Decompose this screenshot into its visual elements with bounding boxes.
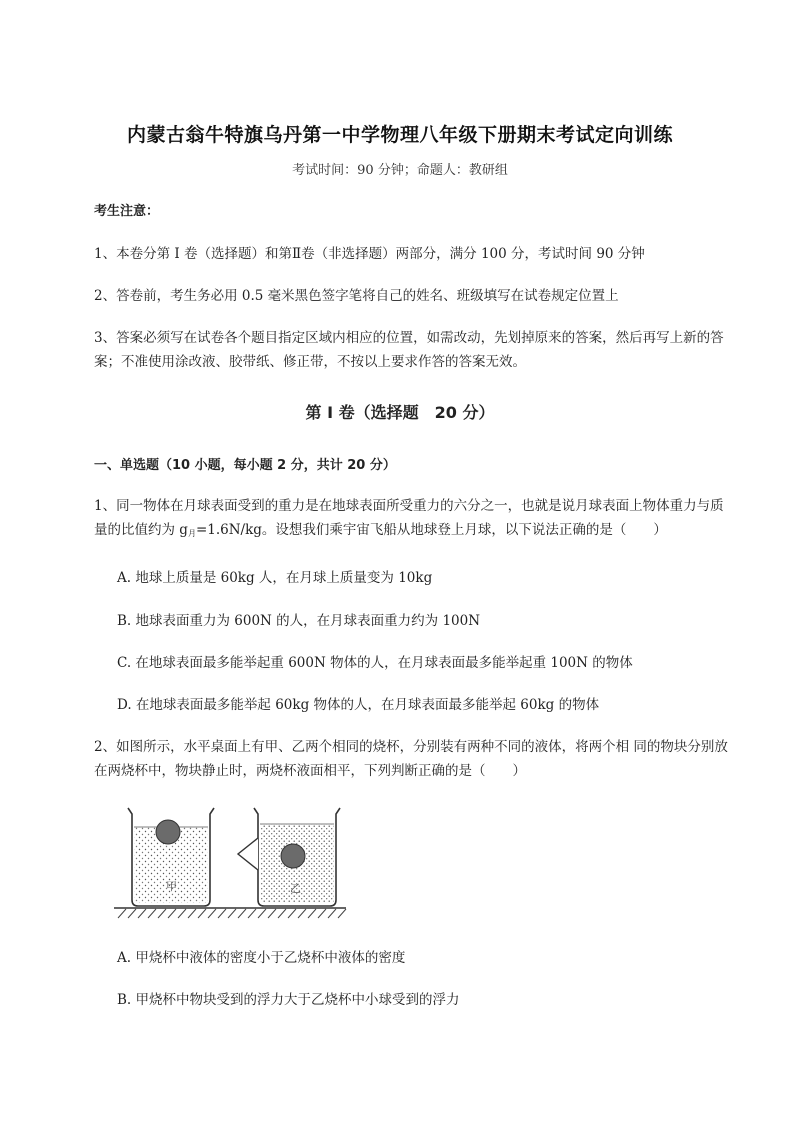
label-yi: 乙 xyxy=(290,882,301,895)
q1-option-a[interactable]: A. 地球上质量是 60kg 人，在月球上质量变为 10kg xyxy=(117,570,433,586)
label-jia: 甲 xyxy=(166,880,177,893)
block-yi xyxy=(281,844,305,868)
table-hatching xyxy=(118,909,346,918)
beaker-yi xyxy=(238,808,340,906)
notice-item-1: 1、本卷分第 I 卷（选择题）和第Ⅱ卷（非选择题）两部分，满分 100 分，考试时间 90 分钟 xyxy=(94,246,645,262)
exam-subtitle: 考试时间：90 分钟；命题人：教研组 xyxy=(292,163,508,178)
q2-option-b[interactable]: B. 甲烧杯中物块受到的浮力大于乙烧杯中小球受到的浮力 xyxy=(117,992,460,1008)
section-title: 第 I 卷（选择题 20 分） xyxy=(305,403,495,422)
exam-title: 内蒙古翁牛特旗乌丹第一中学物理八年级下册期末考试定向训练 xyxy=(126,124,673,146)
q1-option-c[interactable]: C. 在地球表面最多能举起重 600N 物体的人，在月球表面最多能举起重 100N 的物体 xyxy=(117,655,633,671)
notice-heading: 考生注意： xyxy=(94,204,160,219)
spout-yi xyxy=(238,838,258,870)
part-heading: 一、单选题（10 小题，每小题 2 分，共计 20 分） xyxy=(94,458,396,473)
q1-option-b[interactable]: B. 地球表面重力为 600N 的人，在月球表面重力约为 100N xyxy=(117,613,481,629)
q1-option-d[interactable]: D. 在地球表面最多能举起 60kg 物体的人，在月球表面最多能举起 60kg 的物体 xyxy=(117,697,600,713)
block-jia xyxy=(156,820,180,844)
question-2-stem: 2、如图所示，水平桌面上有甲、乙两个相同的烧杯，分别装有两种不同的液体，将两个相 同的物块分别放在两烧杯中，物块静止时，两烧杯液面相平，下列判断正确的是（ ） xyxy=(94,739,728,779)
notice-item-2: 2、答卷前，考生务必用 0.5 毫米黑色签字笔将自己的姓名、班级填写在试卷规定位置上 xyxy=(94,288,619,304)
g-moon-subscript: 月 xyxy=(187,529,196,538)
q2-option-a[interactable]: A. 甲烧杯中液体的密度小于乙烧杯中液体的密度 xyxy=(117,950,406,966)
question-1-stem: 1、同一物体在月球表面受到的重力是在地球表面所受重力的六分之一，也就是说月球表面上物体重力与质量的比值约为 $g_月=1.6N/kg$。设想我们乘宇宙飞船从地球登上月球，以下说法正确的是（ ） xyxy=(94,498,724,538)
notice-item-3: 3、答案必须写在试卷各个题目指定区域内相应的位置，如需改动，先划掉原来的答案，然后再写上新的答案；不准使用涂改液、胶带纸、修正带，不按以上要求作答的答案无效。 xyxy=(94,330,724,370)
beakers-figure xyxy=(108,800,348,926)
beaker-jia xyxy=(128,808,214,906)
